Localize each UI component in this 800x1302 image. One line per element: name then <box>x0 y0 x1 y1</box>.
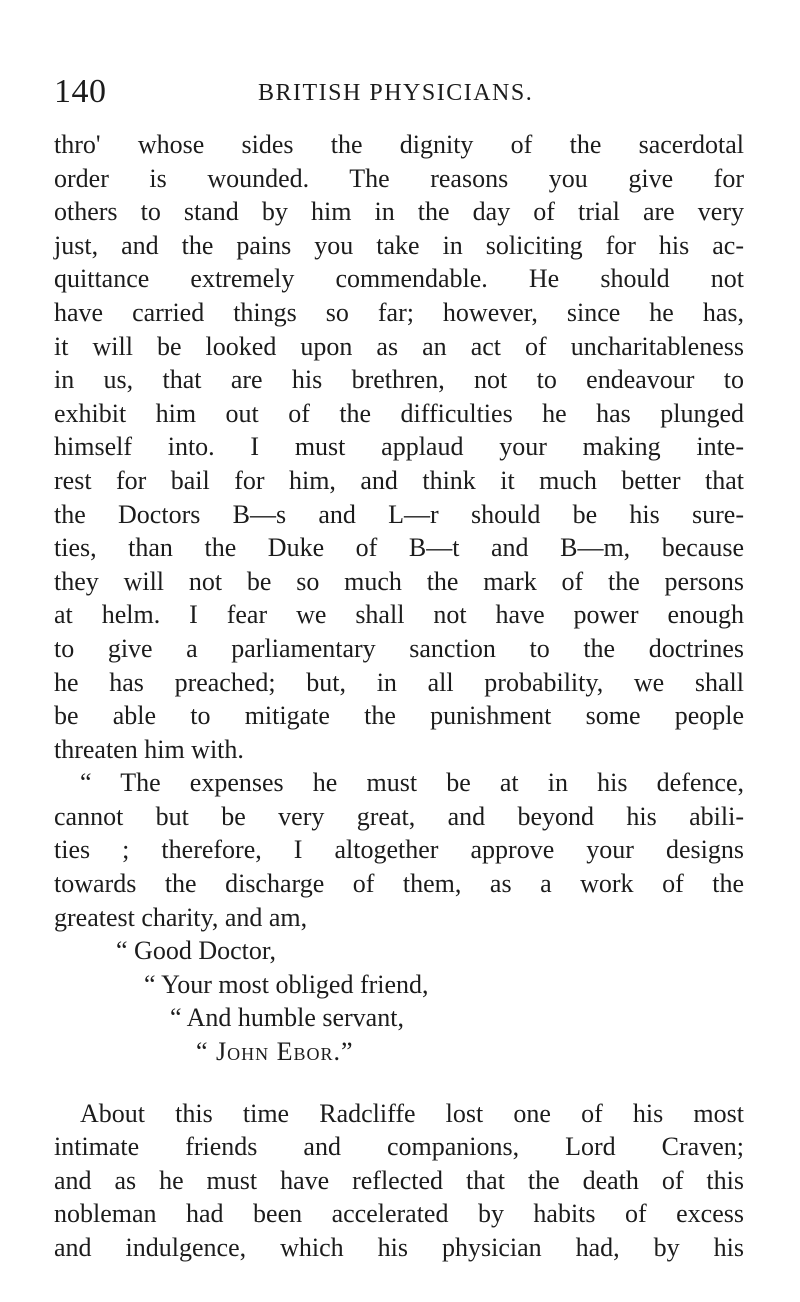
text-line: it will be looked upon as an act of uncharitableness <box>54 331 744 361</box>
letter-closing <box>54 934 744 1068</box>
text-line: they will not be so much the mark of the persons <box>54 566 744 596</box>
running-head: BRITISH PHYSICIANS. <box>258 80 534 106</box>
text-line: just, and the pains you take in soliciting for his ac- <box>54 230 744 260</box>
page-number: 140 <box>54 73 107 110</box>
letter-paragraph-2 <box>54 766 744 934</box>
text-line: himself into. I must applaud your making inte- <box>54 432 744 462</box>
text-line: and indulgence, which his physician had, by his <box>54 1233 744 1262</box>
text-line: the Doctors B—s and L—r should be his sure- <box>54 499 744 529</box>
letter-paragraph-1 <box>54 128 744 766</box>
text-line: order is wounded. The reasons you give for <box>54 163 744 193</box>
text-line: thro' whose sides the dignity of the sacerdotal <box>54 130 744 159</box>
paragraph-spacer <box>54 1069 744 1097</box>
text-line: rest for bail for him, and think it much better that <box>54 465 744 495</box>
text-line: cannot but be very great, and beyond his abili- <box>54 801 744 831</box>
text-line: ties ; therefore, I altogether approve your designs <box>54 835 744 865</box>
text-line: to give a parliamentary sanction to the doctrines <box>54 633 744 663</box>
text-line: nobleman had been accelerated by habits of excess <box>54 1199 744 1229</box>
page-header <box>54 72 744 112</box>
closing-line: “ Your most obliged friend, <box>144 969 429 999</box>
closing-salutation: “ Good Doctor, <box>116 936 276 966</box>
text-line: exhibit him out of the difficulties he has plunged <box>54 398 744 428</box>
text-line: in us, that are his brethren, not to endeavour to <box>54 365 744 395</box>
text-line: others to stand by him in the day of trial are very <box>54 197 744 227</box>
body-text <box>54 128 744 1265</box>
text-line: threaten him with. <box>54 734 244 764</box>
text-line: he has preached; but, in all probability, we shall <box>54 667 744 697</box>
closing-signature: “ John Ebor.” <box>196 1037 354 1067</box>
text-line: and as he must have reflected that the death of this <box>54 1165 744 1195</box>
text-line: at helm. I fear we shall not have power enough <box>54 600 744 630</box>
text-line: intimate friends and companions, Lord Craven; <box>54 1132 744 1162</box>
closing-line: “ And humble servant, <box>170 1003 404 1033</box>
text-line: About this time Radcliffe lost one of his most <box>80 1098 744 1128</box>
text-line: towards the discharge of them, as a work of the <box>54 869 744 899</box>
text-line: be able to mitigate the punishment some people <box>54 701 744 731</box>
text-line: have carried things so far; however, since he has, <box>54 297 744 327</box>
text-line: ties, than the Duke of B—t and B—m, because <box>54 533 744 563</box>
narrative-paragraph <box>54 1097 744 1265</box>
text-line: quittance extremely commendable. He should not <box>54 264 744 294</box>
text-line: “ The expenses he must be at in his defence, <box>80 768 744 798</box>
text-line: greatest charity, and am, <box>54 902 308 932</box>
